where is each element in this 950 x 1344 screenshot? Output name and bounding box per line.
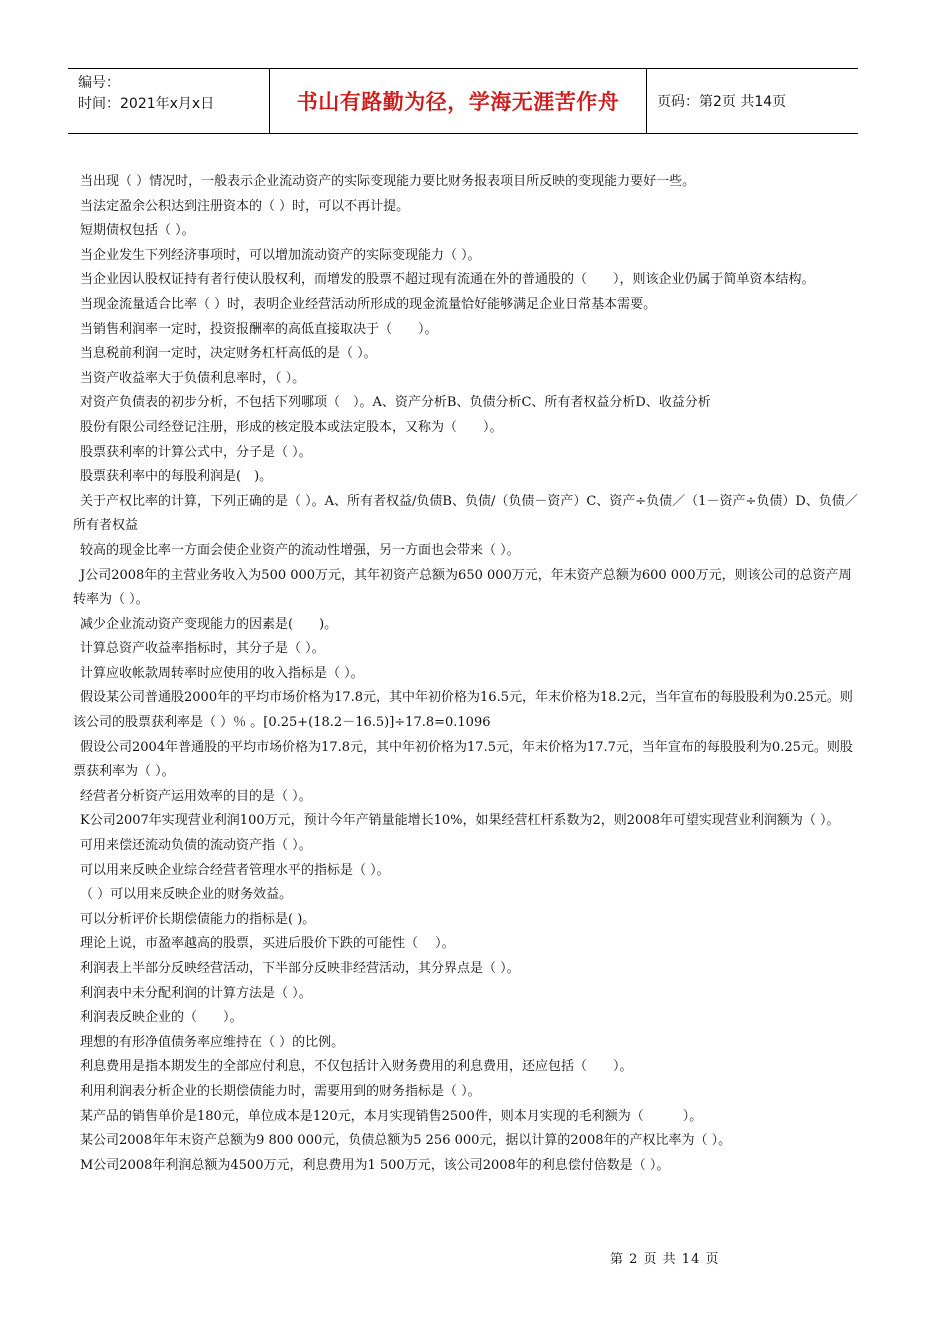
question-item: M公司2008年利润总额为4500万元，利息费用为1 500万元，该公司2008年的利息偿付倍数是（ ）。 <box>80 1157 670 1173</box>
question-item: 计算总资产收益率指标时，其分子是（ ）。 <box>80 641 325 657</box>
document-number-label: 编号： <box>78 75 120 91</box>
question-item: 当企业因认股权证持有者行使认股权利，而增发的股票不超过现有流通在外的普通股的（ ），则该企业仍属于简单资本结构。 <box>80 272 815 288</box>
question-item: 某产品的销售单价是180元，单位成本是120元，本月实现销售2500件，则本月实现的毛利额为（ ）。 <box>80 1108 703 1124</box>
page-footer: 第 2 页 共 14 页 <box>610 1252 720 1267</box>
document-time-label: 时间：2021年x月x日 <box>78 96 215 112</box>
question-item: 当销售利润率一定时，投资报酬率的高低直接取决于（ ）。 <box>80 321 438 337</box>
question-item: 当资产收益率大于负债利息率时，（ ）。 <box>80 370 306 386</box>
question-item: （ ）可以用来反映企业的财务效益。 <box>80 887 293 903</box>
question-item: J公司2008年的主营业务收入为500 000万元，其年初资产总额为650 000万元，年末资产总额为600 000万元，则该公司的总资产周转率为（ ）。 <box>73 567 852 608</box>
question-item: 当息税前利润一定时，决定财务杠杆高低的是（ ）。 <box>80 346 377 362</box>
question-item: 减少企业流动资产变现能力的因素是( )。 <box>80 616 338 632</box>
question-item: 股份有限公司经登记注册，形成的核定股本或法定股本，又称为（ ）。 <box>80 419 503 435</box>
question-item: 经营者分析资产运用效率的目的是（ ）。 <box>80 788 312 804</box>
question-item: 可用来偿还流动负债的流动资产指（ ）。 <box>80 838 312 854</box>
question-item: 利润表中未分配利润的计算方法是（ ）。 <box>80 985 312 1001</box>
question-item: 较高的现金比率一方面会使企业资产的流动性增强，另一方面也会带来（ ）。 <box>80 542 520 558</box>
question-item: 可以用来反映企业综合经营者管理水平的指标是（ ）。 <box>80 862 390 878</box>
question-item: 利润表上半部分反映经营活动，下半部分反映非经营活动，其分界点是（ ）。 <box>80 961 520 976</box>
page-header <box>68 68 858 134</box>
question-item: 假设公司2004年普通股的平均市场价格为17.8元，其中年初价格为17.5元，年末价格为17.7元，当年宣布的每股股利为0.25元。则股票获利率为（ ）。 <box>73 739 853 780</box>
question-item: 假设某公司普通股2000年的平均市场价格为17.8元，其中年初价格为16.5元，年末价格为18.2元，当年宣布的每股股利为0.25元。则该公司的股票获利率是（ ）％ 。[0.25+(18.2－16.5)]÷17.8=0.1096 <box>73 690 853 731</box>
question-item: 当法定盈余公积达到注册资本的（ ）时，可以不再计提。 <box>80 198 410 214</box>
header-meta <box>68 69 270 133</box>
question-item: 利用利润表分析企业的长期偿债能力时，需要用到的财务指标是（ ）。 <box>80 1083 481 1099</box>
question-item: 股票获利率的计算公式中，分子是（ ）。 <box>80 444 312 460</box>
question-item: 利润表反映企业的（ ）。 <box>80 1010 243 1026</box>
question-item: 可以分析评价长期偿债能力的指标是( )。 <box>80 911 316 927</box>
question-item: 理想的有形净值债务率应维持在（ ）的比例。 <box>80 1034 345 1050</box>
question-item: 关于产权比率的计算，下列正确的是（ ）。A、所有者权益/负债B、负债/（负债－资产）C、资产÷负债／（1－资产÷负债）D、负债／所有者权益 <box>73 493 858 534</box>
question-item: 当出现（ ）情况时，一般表示企业流动资产的实际变现能力要比财务报表项目所反映的变现能力要好一些。 <box>80 174 696 189</box>
question-item: 计算应收帐款周转率时应使用的收入指标是（ ）。 <box>80 665 364 681</box>
question-item: 对资产负债表的初步分析，不包括下列哪项（ ）。A、资产分析B、负债分析C、所有者权益分析D、收益分析 <box>80 395 711 411</box>
question-item: 短期债权包括（ ）。 <box>80 223 195 239</box>
question-list <box>73 170 863 1178</box>
question-item: 当现金流量适合比率（ ）时，表明企业经营活动所形成的现金流量恰好能够满足企业日常基本需要。 <box>80 296 657 312</box>
header-motto: 书山有路勤为径，学海无涯苦作舟 <box>270 69 647 133</box>
question-item: 股票获利率中的每股利润是( )。 <box>80 469 273 485</box>
question-item: 利息费用是指本期发生的全部应付利息，不仅包括计入财务费用的利息费用，还应包括（ ）。 <box>80 1059 633 1075</box>
question-item: 理论上说，市盈率越高的股票，买进后股价下跌的可能性（ ）。 <box>80 936 455 952</box>
question-item: K公司2007年实现营业利润100万元，预计今年产销量能增长10%，如果经营杠杆系数为2，则2008年可望实现营业利润额为（ ）。 <box>80 813 840 829</box>
question-item: 当企业发生下列经济事项时，可以增加流动资产的实际变现能力（ ）。 <box>80 247 481 263</box>
question-item: 某公司2008年年末资产总额为9 800 000元，负债总额为5 256 000元，据以计算的2008年的产权比率为（ ）。 <box>80 1133 732 1149</box>
header-page-indicator: 页码：第2页 共14页 <box>657 94 787 110</box>
